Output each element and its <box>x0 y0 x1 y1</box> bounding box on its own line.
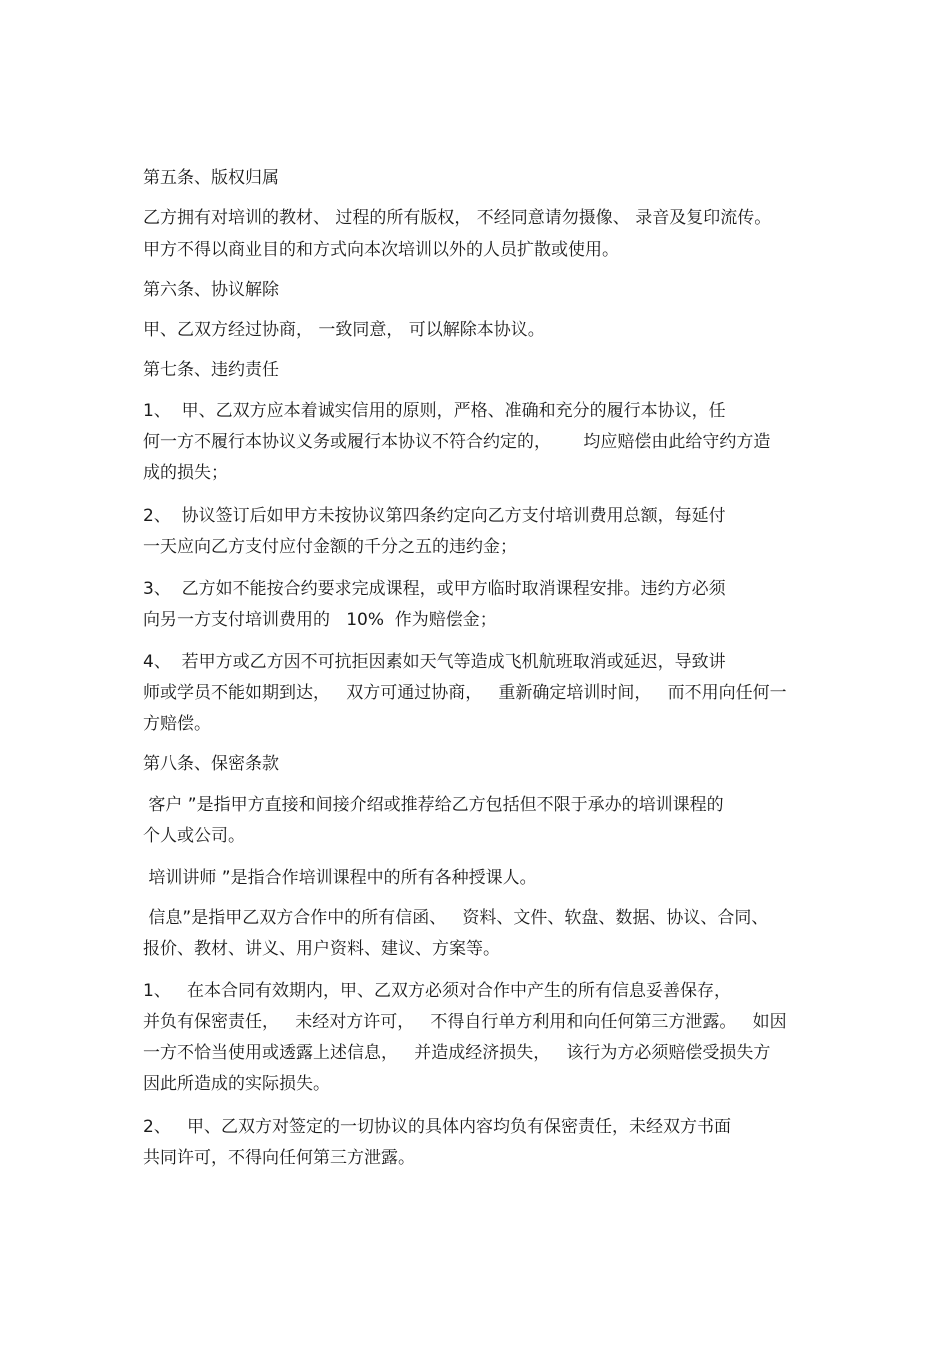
article-8-clause-line: 并负有保密责任， 未经对方许可， 不得自行单方利用和向任何第三方泄露。 如因 <box>143 1012 787 1032</box>
article-7-clause-line: 一天应向乙方支付应付金额的千分之五的违约金； <box>143 537 517 557</box>
article-7-clause-line: 成的损失； <box>143 463 228 483</box>
article-8-clause-line: 2、 甲、乙双方对签定的一切协议的具体内容均负有保密责任，未经双方书面 <box>143 1117 732 1137</box>
article-8-definition-line: 信息”是指甲乙双方合作中的所有信函、 资料、文件、软盘、数据、协议、合同、 <box>143 908 769 928</box>
article-8-heading: 第八条、保密条款 <box>143 754 279 774</box>
article-7-clause-line: 3、 乙方如不能按合约要求完成课程，或甲方临时取消课程安排。违约方必须 <box>143 579 726 599</box>
article-8-clause-line: 1、 在本合同有效期内，甲、乙双方必须对合作中产生的所有信息妥善保存， <box>143 981 732 1001</box>
article-8-definition-line: 培训讲师 ”是指合作培训课程中的所有各种授课人。 <box>143 868 537 888</box>
article-5-heading: 第五条、版权归属 <box>143 168 279 188</box>
article-7-clause-line: 2、 协议签订后如甲方未按协议第四条约定向乙方支付培训费用总额，每延付 <box>143 506 726 526</box>
article-8-definition-line: 客户 ”是指甲方直接和间接介绍或推荐给乙方包括但不限于承办的培训课程的 <box>143 795 724 815</box>
article-8-clause-line: 一方不恰当使用或透露上述信息， 并造成经济损失， 该行为方必须赔偿受损失方 <box>143 1043 771 1063</box>
article-8-clause-line: 因此所造成的实际损失。 <box>143 1074 330 1094</box>
article-6-text-line: 甲、乙双方经过协商， 一致同意， 可以解除本协议。 <box>143 320 545 340</box>
article-6-heading: 第六条、协议解除 <box>143 280 279 300</box>
article-7-clause-line: 4、 若甲方或乙方因不可抗拒因素如天气等造成飞机航班取消或延迟，导致讲 <box>143 652 726 672</box>
article-5-text-line: 甲方不得以商业目的和方式向本次培训以外的人员扩散或使用。 <box>143 240 619 260</box>
article-7-clause-line: 向另一方支付培训费用的 10% 作为赔偿金； <box>143 610 497 630</box>
article-8-clause-line: 共同许可，不得向任何第三方泄露。 <box>143 1148 415 1168</box>
article-7-clause-line: 1、 甲、乙双方应本着诚实信用的原则，严格、准确和充分的履行本协议，任 <box>143 401 726 421</box>
article-7-clause-line: 何一方不履行本协议义务或履行本协议不符合约定的， 均应赔偿由此给守约方造 <box>143 432 771 452</box>
article-5-text-line: 乙方拥有对培训的教材、 过程的所有版权， 不经同意请勿摄像、 录音及复印流传。 <box>143 208 772 228</box>
article-8-definition-line: 个人或公司。 <box>143 826 245 846</box>
article-7-heading: 第七条、违约责任 <box>143 360 279 380</box>
article-7-clause-line: 师或学员不能如期到达， 双方可通过协商， 重新确定培训时间， 而不用向任何一 <box>143 683 787 703</box>
article-7-clause-line: 方赔偿。 <box>143 714 211 734</box>
article-8-definition-line: 报价、教材、讲义、用户资料、建议、方案等。 <box>143 939 500 959</box>
